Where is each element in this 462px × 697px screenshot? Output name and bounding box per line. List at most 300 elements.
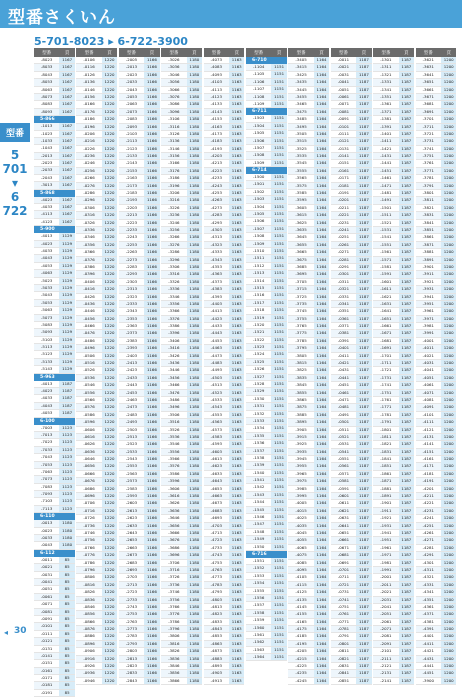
page-ref: 1166 [144,523,160,529]
table-row [119,552,160,559]
model-number: -1861 [380,470,392,476]
model-number: -2593 [125,493,138,499]
model-number: -0091 [337,116,350,122]
page-ref: 1151 [271,411,287,417]
model-number: -2243 [125,234,138,240]
table-row [119,648,160,655]
index-column [204,48,245,683]
table-row [34,432,75,439]
page-ref: 1180 [187,597,203,603]
model-number: -1381 [380,116,392,122]
page-ref: 1187 [356,611,372,617]
page-ref: 1220 [102,478,118,484]
model-number: -4413 [210,308,222,314]
model-number: -3745 [295,308,307,314]
table-row [76,560,117,567]
table-row [416,353,457,360]
table-row [161,175,202,182]
table-row [76,419,117,426]
page-ref: 1187 [356,404,372,410]
page-ref: 1166 [144,94,160,100]
page-ref: 1220 [102,323,118,329]
page-ref: 1123 [59,447,75,453]
table-row [331,626,372,633]
model-number: -0071 [337,101,350,107]
model-number: -0526 [83,367,95,373]
table-row [246,492,287,499]
model-number: -1507 [253,225,265,231]
table-row [76,589,117,596]
page-ref: 1151 [271,174,287,180]
page-ref: 1166 [144,316,160,322]
page-ref: 1180 [187,279,203,285]
page-ref: 1187 [356,567,372,573]
page-ref: 1200 [441,367,457,373]
model-number: -0571 [337,470,350,476]
table-row [416,523,457,530]
table-row [34,248,75,255]
model-number: -3615 [295,212,307,218]
table-row [246,123,287,130]
model-number: -3911 [422,271,434,277]
page-ref: 85 [59,609,75,615]
model-number: -2573 [125,478,138,484]
model-number: -0186 [83,116,95,122]
table-row [288,463,329,470]
model-number: -3046 [168,71,180,77]
table-row [76,397,117,404]
page-ref: 1164 [314,486,330,492]
model-number: -2253 [125,241,138,247]
model-number: -3236 [168,212,180,218]
model-number: -0376 [83,256,95,262]
page-ref: 1180 [59,520,75,526]
model-number: -2033 [125,79,138,85]
model-number: -3671 [422,93,434,99]
page-ref: 1220 [102,190,118,196]
page-ref: 1220 [102,197,118,203]
model-number: -1542 [253,484,265,490]
table-row [204,486,245,493]
page-ref: 1164 [314,515,330,521]
page-ref: 1200 [441,360,457,366]
page-ref: 1166 [144,138,160,144]
model-number: -4281 [422,544,434,550]
model-number: -1509 [253,159,265,165]
table-row [119,146,160,153]
model-number: -3635 [295,226,307,232]
page-ref: 1180 [187,116,203,122]
table-row [416,301,457,308]
page-ref: 1220 [102,279,118,285]
model-number: -3316 [168,271,180,277]
page-ref: 1180 [187,545,203,551]
table-row [161,234,202,241]
model-number: -4763 [210,566,222,572]
table-row [416,234,457,241]
table-row [76,146,117,153]
table-row [204,308,245,315]
page-ref: 1187 [399,641,415,647]
model-number: -0231 [337,219,350,225]
model-number: -3485 [295,116,307,122]
model-number: -2273 [125,256,138,262]
page-ref: 1151 [271,101,287,107]
table-row [204,441,245,448]
table-row [288,434,329,441]
page-ref: 1187 [399,242,415,248]
table-row [246,529,287,536]
model-number: -0111 [337,130,350,136]
page-ref: 1163 [229,308,245,314]
page-ref: 1166 [144,515,160,521]
page-ref: 1187 [399,316,415,322]
page-ref: 1166 [144,220,160,226]
page-ref: 1163 [229,611,245,617]
page-ref: 1187 [399,64,415,70]
page-ref: 1163 [229,670,245,676]
model-number: -1503 [253,115,265,121]
page-ref: 85 [59,660,75,666]
page-ref: 1164 [314,153,330,159]
table-row [204,523,245,530]
table-row [119,79,160,86]
page-ref: 1163 [229,574,245,580]
model-number: -0791 [337,633,350,639]
page-ref: 1187 [59,395,75,401]
model-number: -3476 [168,389,180,395]
model-number: -2213 [125,212,138,218]
model-number: -4523 [210,389,222,395]
table-row [331,72,372,79]
table-row [288,338,329,345]
page-ref: 1187 [399,449,415,455]
model-number: -3766 [168,603,180,609]
table-row [76,641,117,648]
model-number: -0241 [337,226,350,232]
table-row [204,279,245,286]
model-number: -1851 [380,463,392,469]
model-number: -0301 [337,271,350,277]
model-number: -4843 [210,626,222,632]
page-ref: 1129 [59,270,75,276]
table-row [331,345,372,352]
table-row [416,131,457,138]
model-number: -0796 [83,566,95,572]
table-row [373,604,414,611]
model-number: -4261 [422,530,434,535]
table-row [161,670,202,677]
model-number: -4043 [41,255,53,261]
model-number: -3685 [295,263,307,269]
model-number: -4273 [210,204,222,210]
table-row [331,124,372,131]
table-row [34,57,75,64]
table-row [119,375,160,382]
model-number: -3655 [295,241,307,247]
page-ref: 1200 [441,648,457,654]
model-number: -3505 [295,130,307,136]
table-row [76,552,117,559]
table-row [416,597,457,604]
page-ref: 1200 [441,242,457,248]
page-ref: 1180 [187,131,203,137]
page-ref: 1187 [356,515,372,521]
page-ref: 1151 [271,263,287,269]
page-ref: 1166 [144,663,160,669]
page-ref: 1180 [187,353,203,359]
table-row [161,227,202,234]
table-row [204,205,245,212]
page-ref: 1220 [102,375,118,381]
model-number: -3845 [295,382,307,388]
page-ref: 85 [59,601,75,607]
page-ref: 1187 [356,153,372,159]
page-ref: 1151 [271,94,287,100]
page-ref: 1129 [59,285,75,291]
table-row [119,286,160,293]
page-ref: 1163 [229,197,245,203]
page-ref: 1164 [314,397,330,403]
model-number: -3706 [168,559,180,565]
page-ref: 1164 [314,463,330,469]
page-ref: 1151 [271,529,287,535]
page-ref: 1163 [229,160,245,166]
table-row [34,182,75,189]
model-number: -3971 [422,315,434,321]
model-number: -3716 [168,566,180,572]
page-ref: 1164 [314,146,330,152]
model-number: -3851 [422,226,434,232]
model-number: -0261 [337,241,350,247]
model-number: -1513 [253,270,265,276]
page-ref: 1164 [314,375,330,381]
model-number: -4773 [210,574,222,580]
page-ref: 1200 [441,279,457,285]
page-ref: 1187 [399,330,415,336]
page-ref: 1180 [187,205,203,211]
model-number: -3536 [168,433,180,439]
table-row [331,353,372,360]
model-number: -0161 [41,667,53,673]
table-row [331,101,372,108]
model-number: -3915 [295,433,307,439]
table-row [246,329,287,336]
model-number: -1509 [253,240,265,246]
model-number: -4603 [210,448,222,454]
table-row [416,626,457,633]
model-number: -1504 [253,122,265,128]
page-ref: 1164 [314,183,330,189]
table-row [331,552,372,559]
model-number: -1512 [253,262,265,268]
page-ref: 85 [59,675,75,681]
model-number: -2483 [125,411,138,417]
table-row [288,641,329,648]
model-number: -0131 [41,645,53,651]
model-number: -3425 [295,71,307,77]
page-ref: 1180 [187,641,203,647]
table-row [119,515,160,522]
page-ref: 1166 [144,227,160,233]
page-ref: 1220 [102,146,118,152]
table-row [288,271,329,278]
page-ref: 1163 [229,367,245,373]
model-number: -3415 [295,64,307,70]
page-ref: 1187 [399,138,415,144]
page-ref: 1180 [187,124,203,130]
page-ref: 1151 [271,625,287,631]
model-number: -1721 [380,367,392,373]
page-ref: 1163 [229,419,245,425]
model-number: -2723 [125,589,138,595]
table-row [204,404,245,411]
page-ref: 1166 [144,234,160,240]
page-ref: 1180 [187,582,203,588]
model-number: -0366 [83,249,95,255]
table-row [416,116,457,123]
model-number: -5023 [41,277,53,283]
table-row [288,567,329,574]
page-ref: 1187 [399,678,415,684]
page-ref: 1151 [271,573,287,579]
table-row [416,493,457,500]
model-number: -0841 [337,670,350,676]
table-row [76,441,117,448]
page-ref: 1187 [356,456,372,462]
table-row [246,292,287,299]
page-ref: 1220 [102,463,118,469]
page-ref: 1200 [441,434,457,440]
page-ref: 1129 [59,366,75,372]
model-number: -3426 [168,352,180,358]
table-row [373,560,414,567]
page-ref: 1163 [229,552,245,558]
model-number: -3435 [295,79,307,85]
table-row [331,264,372,271]
page-ref: 1187 [356,626,372,632]
table-row [288,72,329,79]
page-ref: 1167 [59,72,75,78]
model-number: -4133 [210,101,222,107]
model-number: -3735 [295,300,307,306]
model-number: -2101 [380,648,392,654]
model-number: -0131 [337,145,350,151]
table-row [288,508,329,515]
page-ref: 1164 [314,604,330,610]
table-row [161,604,202,611]
page-ref: 1151 [271,204,287,210]
model-number: -2643 [125,530,138,535]
table-row [34,484,75,491]
model-number: -0281 [337,256,350,262]
table-row [204,678,245,685]
sidebar-line: ▾ [11,176,19,190]
table-row [204,183,245,190]
page-ref: 1187 [399,670,415,676]
section-heading: 5-963 [34,374,75,381]
table-row [204,515,245,522]
page-ref: 1200 [441,227,457,233]
model-number: -0451 [337,382,350,388]
table-row [161,168,202,175]
model-number: -2013 [41,152,53,158]
page-ref: 1180 [187,190,203,196]
model-number: -1557 [253,602,265,608]
model-number: -3266 [168,234,180,240]
model-number: -4251 [422,522,434,528]
model-number: -4563 [210,419,222,425]
model-number: -2553 [125,463,138,469]
table-row [119,486,160,493]
table-row [34,359,75,366]
page-ref: 1220 [102,456,118,462]
page-ref: 1220 [102,530,118,536]
table-row [246,145,287,152]
page-ref: 1220 [102,338,118,344]
page-ref: 1200 [441,116,457,122]
page-ref: 1163 [229,500,245,506]
model-number: -2513 [125,433,138,439]
page-ref: 1200 [441,205,457,211]
page-ref: 1200 [441,670,457,676]
page-header [0,0,462,28]
model-number: -4873 [210,648,222,654]
table-row [373,500,414,507]
table-row [34,241,75,248]
table-row [76,478,117,485]
page-ref: 1163 [229,153,245,159]
model-number: -2113 [125,138,138,144]
page-ref: 1200 [441,301,457,307]
page-ref: 1180 [187,271,203,277]
page-ref: 1166 [144,619,160,625]
table-row [161,582,202,589]
table-row [373,648,414,655]
table-row [161,552,202,559]
model-number: -0676 [83,478,95,484]
page-ref: 1151 [271,270,287,276]
model-number: -0221 [337,212,350,218]
model-number: -4613 [210,456,222,462]
section-heading: 6-716 [246,551,287,558]
table-row [373,367,414,374]
page-ref: 1163 [229,537,245,543]
sidebar-line: 701 [2,162,28,176]
page-ref: 1220 [102,471,118,477]
page-ref: 1200 [441,574,457,580]
model-number: -0746 [83,530,95,535]
page-ref: 1180 [187,227,203,233]
table-row [246,381,287,388]
table-row [204,160,245,167]
page-ref: 1166 [144,124,160,130]
table-row [246,315,287,322]
table-row [204,456,245,463]
model-number: -2021 [380,589,392,595]
table-row [373,153,414,160]
model-number: -0801 [337,640,350,646]
model-number: -3895 [295,419,307,425]
model-number: -1564 [253,654,265,660]
table-row [34,292,75,299]
model-number: -1341 [380,86,392,92]
page-ref: 1180 [187,626,203,632]
model-number: -1961 [380,544,392,550]
table-row [246,610,287,617]
table-row [119,323,160,330]
table-row [246,130,287,137]
